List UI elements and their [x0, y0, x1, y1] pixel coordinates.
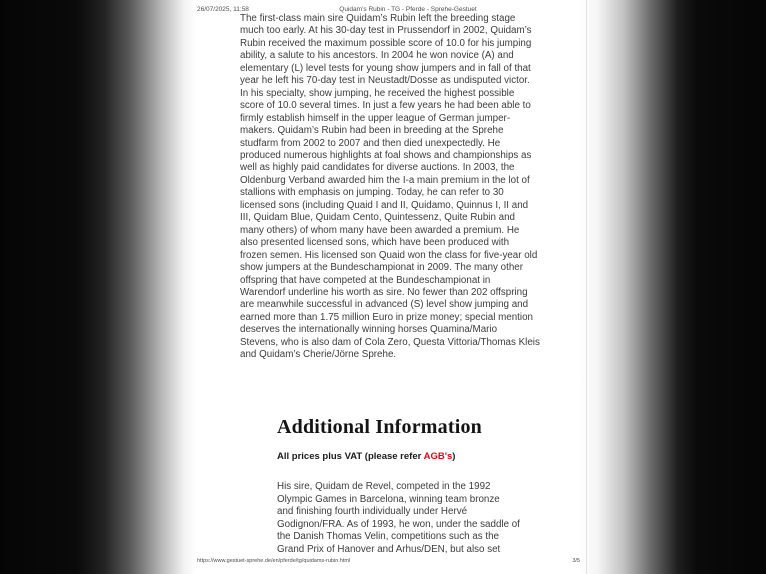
text-line: also presented licensed sons, which have been produced with [240, 237, 510, 249]
text-line: and Quidam’s Cherie/Jörne Sprehe. [240, 349, 397, 361]
text-line: Grand Prix of Hanover and Arhus/DEN, but also set [277, 543, 501, 555]
text-line: are meanwhile successful in advanced (S) level show jumping and [240, 299, 529, 311]
text-line: year he left his 70-day test in Neustadt/Dosse as undisputed victor. [240, 75, 530, 87]
text-line: much too early. At his 30-day test in Prussendorf in 2002, Quidam’s [240, 25, 532, 37]
text-line: offspring that have competed at the Bundeschampionat in [240, 274, 491, 286]
text-line: elementary (L) level tests for young show jumpers and in fall of that [240, 62, 531, 74]
page-edge-line [586, 0, 587, 574]
text-line: frozen semen. His licensed son Quaid won the class for five-year old [240, 249, 538, 261]
text-line: the Danish Thomas Velin, competitions such as the [277, 531, 500, 542]
text-line: Olympic Games in Barcelona, winning team bronze [277, 493, 500, 505]
text-line: Stevens, who is also dam of Cola Zero, Questa Vittoria/Thomas Kleis [240, 336, 540, 348]
text-line: Warendorf underline his worth as sire. No fewer than 202 offspring [240, 286, 528, 298]
vat-note-suffix: ) [452, 451, 456, 462]
text-line: deserves the internationally winning horses Quamina/Mario [240, 324, 498, 336]
text-line: stallions with emphasis on jumping. Today, he can refer to 30 [240, 187, 504, 199]
vat-note-prefix: All prices plus VAT (please refer [277, 451, 424, 462]
text-line: In his specialty, show jumping, he received the highest possible [240, 87, 515, 99]
text-line: III, Quidam Blue, Quidam Cento, Quintessenz, Quite Rubin and [240, 212, 516, 224]
header-datetime: 26/07/2025, 11:58 [197, 6, 249, 13]
text-line: Oldenburg Verband awarded him the I-a main premium in the lot of [240, 174, 530, 186]
text-line: His sire, Quidam de Revel, competed in the 1992 [277, 481, 491, 492]
text-line: firmly establish himself in the upper league of German jumper- [240, 112, 511, 124]
sire-paragraph [277, 481, 527, 556]
text-line: Godignon/FRA. As of 1993, he won, under the saddle of [277, 518, 520, 530]
text-line: licensed sons (including Quaid I and II, Quidamo, Quinnus I, II and [240, 199, 529, 211]
article-paragraph [240, 13, 546, 362]
page-indicator: 3/5 [572, 558, 580, 564]
vat-note [277, 451, 455, 462]
text-line: earned more than 1.75 million Euro in prize money; special mention [240, 311, 533, 323]
additional-information-heading: Additional Information [277, 416, 482, 438]
text-line: show jumpers at the Bundeschampionat in 2009. The many other [240, 262, 524, 274]
text-line: Rubin received the maximum possible score of 10.0 for his jumping [240, 37, 532, 49]
agbs-link[interactable]: AGB's [423, 451, 453, 462]
footer-url: https://www.gestuet-sprehe.de/en/pferde/tg/quidams-rubin.html [197, 558, 351, 564]
text-line: studfarm from 2002 to 2007 and then died unexpectedly. He [240, 137, 501, 149]
header-title: Quidam’s Rubin - TG - Pferde - Sprehe-Gestuet [339, 6, 477, 13]
text-line: well as highly paid candidates for diverse auctions. In 2003, the [240, 162, 515, 174]
text-line: produced numerous highlights at foal shows and championships as [240, 149, 532, 161]
text-line: and finishing fourth individually under Hervé [277, 506, 468, 517]
text-line: ability, a salute to his ancestors. In 2004 he won novice (A) and [240, 50, 514, 62]
text-line: The first-class main sire Quidam’s Rubin left the breeding stage [240, 13, 516, 24]
text-line: score of 10.0 several times. In just a few years he had been able to [240, 100, 531, 112]
text-line: makers. Quidam’s Rubin had been in breeding at the Sprehe [240, 125, 504, 137]
text-line: many others) of whom many have been awarded a premium. He [240, 224, 520, 236]
